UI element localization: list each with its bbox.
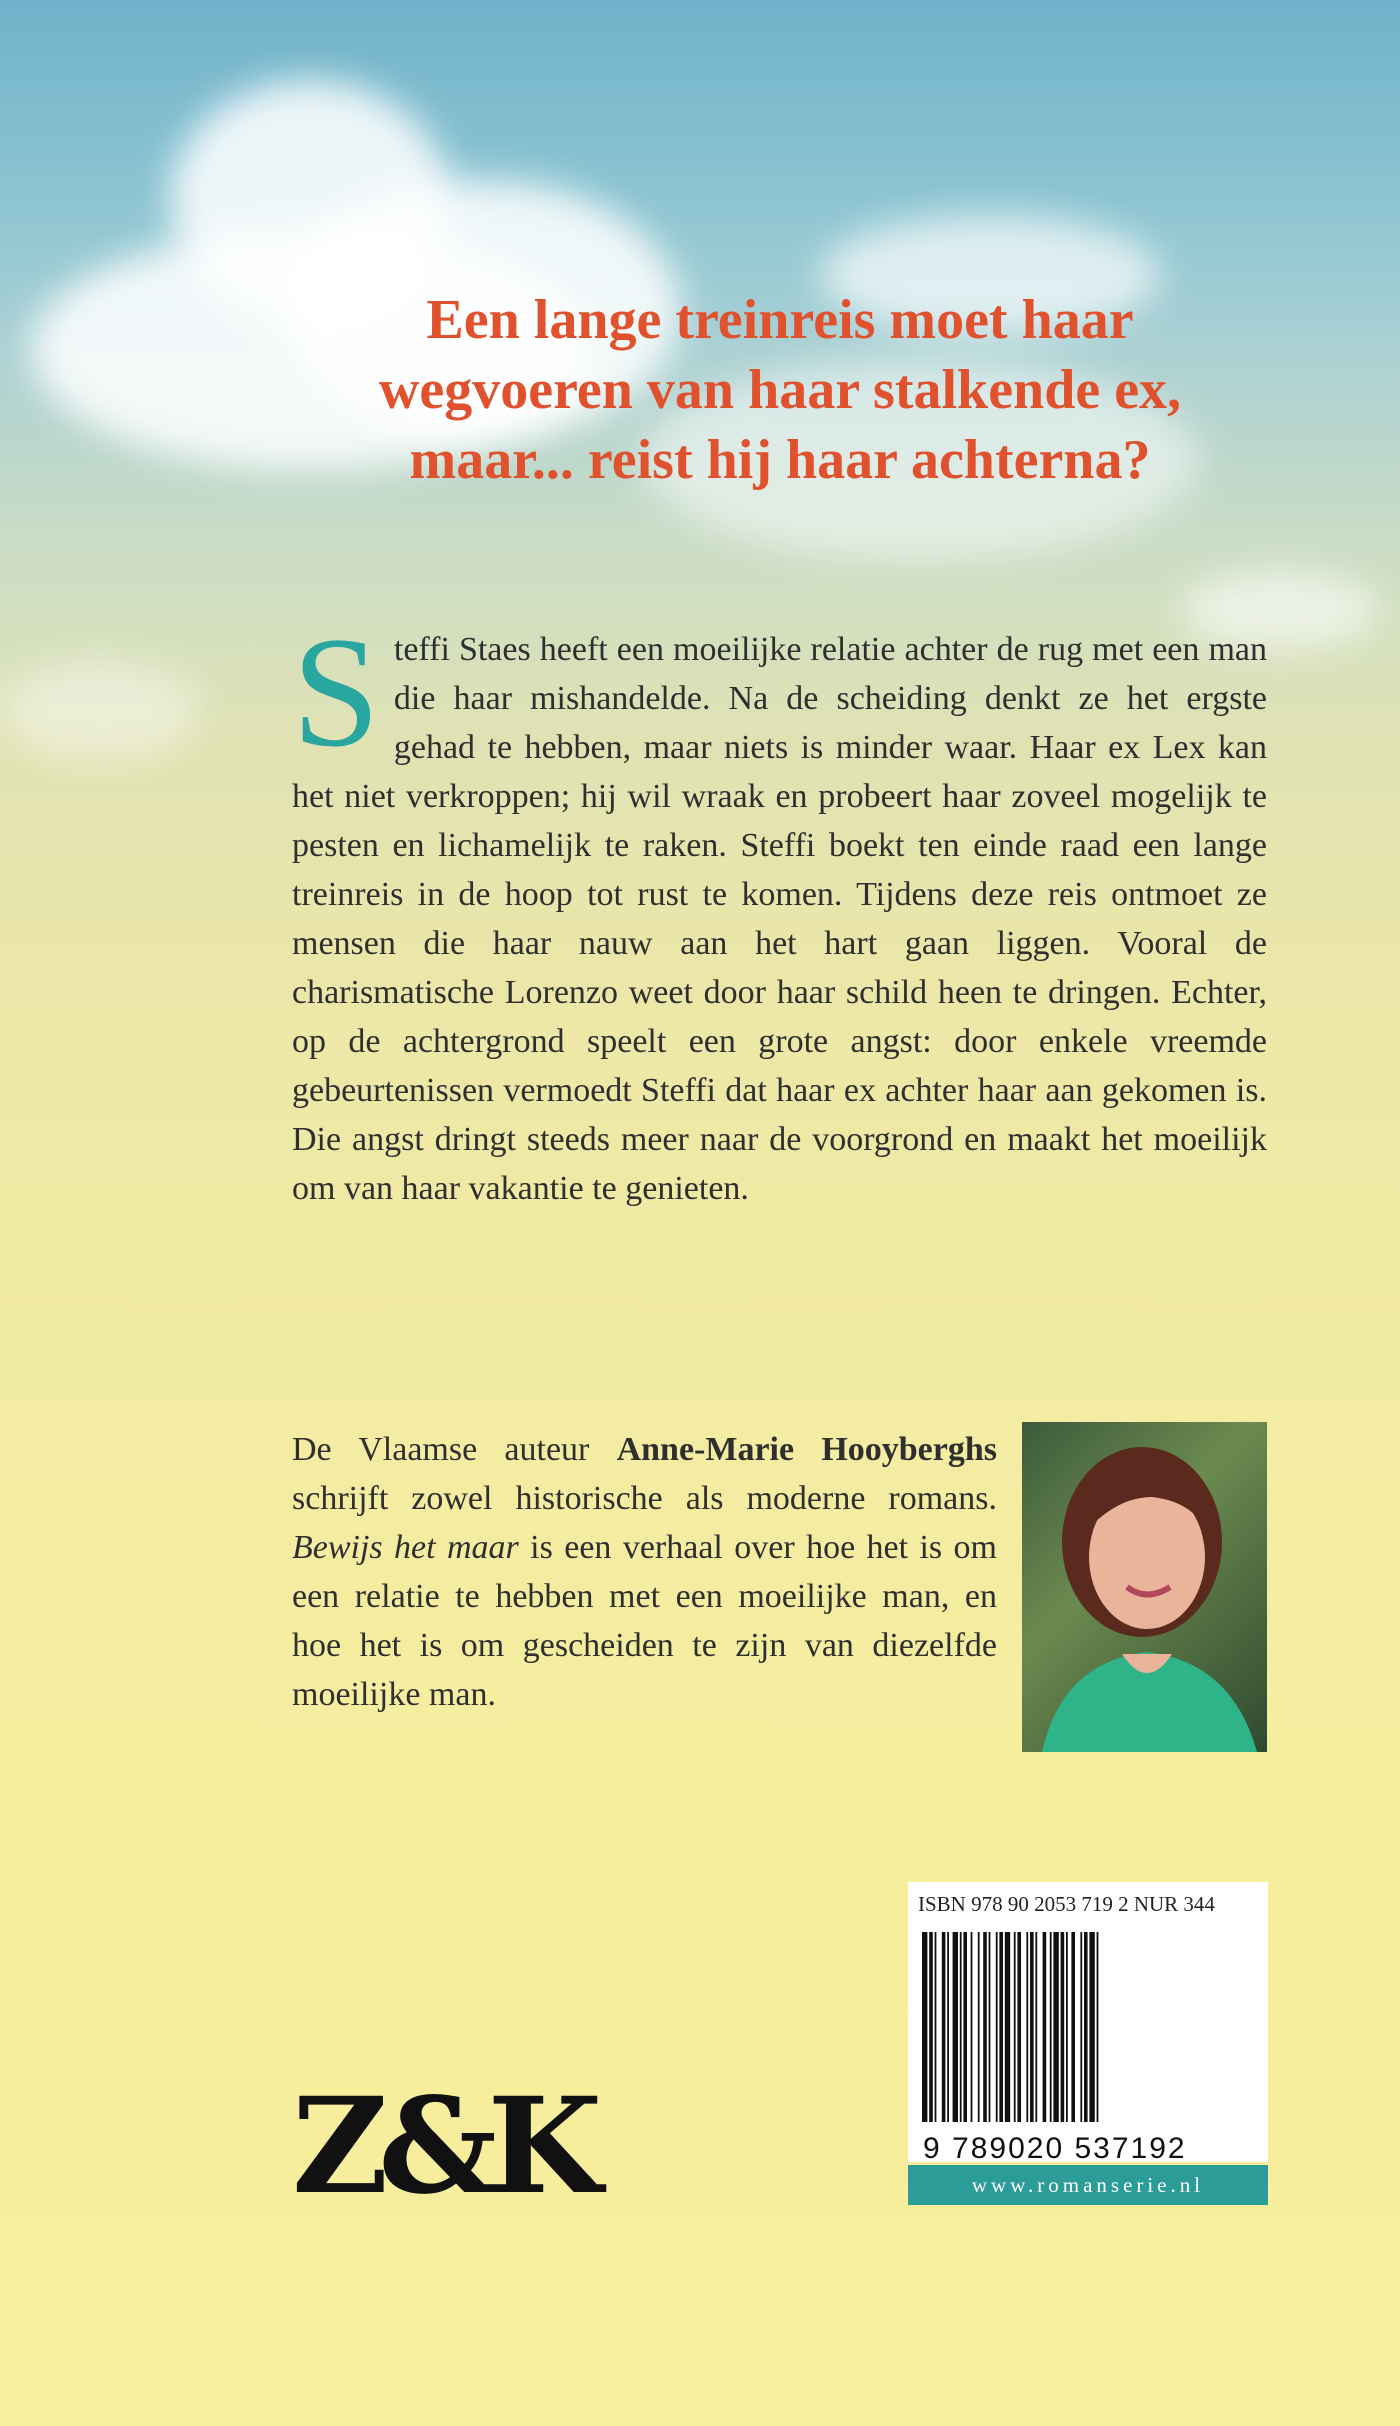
barcode-bar xyxy=(935,1932,937,2122)
barcode-bar xyxy=(947,1932,949,2122)
barcode-bar xyxy=(971,1932,973,2122)
barcode-bar xyxy=(953,1932,958,2122)
barcode-bar xyxy=(1080,1932,1082,2122)
author-bio xyxy=(292,1425,997,1719)
barcode-bar xyxy=(960,1932,962,2122)
barcode-bar xyxy=(978,1932,980,2122)
barcode-bar xyxy=(996,1932,998,2122)
tagline xyxy=(300,285,1260,495)
publisher-logo-text: Z&K xyxy=(292,2069,593,2224)
website-url: www.romanserie.nl xyxy=(908,2165,1268,2205)
barcode-bar xyxy=(1061,1932,1065,2122)
barcode-bar xyxy=(1050,1932,1052,2122)
tagline-line-1: Een lange treinreis moet haar xyxy=(426,289,1134,351)
author-photo xyxy=(1022,1422,1267,1752)
author-middle: schrijft zowel historische als moderne romans. xyxy=(292,1480,997,1517)
tagline-line-3: maar... reist hij haar achterna? xyxy=(409,429,1151,491)
barcode-bar xyxy=(929,1932,933,2122)
tagline-line-2: wegvoeren van haar stalkende ex, xyxy=(378,359,1182,421)
barcode-bar xyxy=(1097,1932,1099,2122)
barcode-bar xyxy=(1014,1932,1016,2122)
blurb-text xyxy=(292,605,1267,1213)
author-intro: De Vlaamse auteur xyxy=(292,1431,617,1468)
book-title: Bewijs het maar xyxy=(292,1529,519,1566)
dropcap: S xyxy=(292,605,380,780)
barcode-bar xyxy=(1066,1932,1068,2122)
barcode-bar xyxy=(1089,1932,1094,2122)
barcode-bar xyxy=(989,1932,991,2122)
barcode-bar xyxy=(1030,1932,1034,2122)
barcode-bar xyxy=(1071,1932,1075,2122)
barcode-bar xyxy=(1035,1932,1037,2122)
author-name: Anne-Marie Hooyberghs xyxy=(616,1431,997,1468)
barcode-bar xyxy=(1005,1932,1010,2122)
author-end: is een verhaal over hoe het is om een relatie te hebben met een moeilijke man, en hoe het is om gescheiden te zijn van diezelfde moeilijke man. xyxy=(292,1529,997,1713)
barcode-bar xyxy=(983,1932,987,2122)
barcode-bar xyxy=(1026,1932,1028,2122)
barcode-bar xyxy=(1043,1932,1047,2122)
barcode-bar xyxy=(1053,1932,1058,2122)
publisher-logo xyxy=(292,2069,593,2224)
author-portrait-icon xyxy=(1022,1422,1267,1752)
barcode-bar xyxy=(963,1932,967,2122)
barcode-bar xyxy=(942,1932,946,2122)
isbn-line: ISBN 978 90 2053 719 2 NUR 344 xyxy=(918,1892,1215,1916)
barcode-bar xyxy=(922,1932,927,2122)
barcode xyxy=(908,1882,1268,2165)
barcode-bar xyxy=(1084,1932,1088,2122)
barcode-bar xyxy=(1017,1932,1021,2122)
barcode-bar xyxy=(999,1932,1003,2122)
barcode-bars xyxy=(918,1932,1258,2122)
cloud xyxy=(0,660,200,760)
barcode-digits: 9 789020 537192 xyxy=(923,2132,1187,2165)
blurb-body: teffi Staes heeft een moeilijke relatie achter de rug met een man die haar mishandelde. Na de scheiding denkt ze het ergste gehad te hebben, maar niets is minder waar. Haar ex Lex kan het niet verkroppen; hij wil wraak en probeert haar zoveel mogelijk te pesten en lichamelijk te raken. Steffi boekt ten einde raad een lange treinreis in de hoop tot rust te komen. Tijdens deze reis ontmoet ze mensen die haar nauw aan het hart gaan liggen. Vooral de charismatische Lorenzo weet door haar schild heen te dringen. Echter, op de achtergrond speelt een grote angst: door enkele vreemde gebeurtenissen vermoedt Steffi dat haar ex achter haar aan gekomen is. Die angst dringt steeds meer naar de voorgrond en maakt het moeilijk om van haar vakantie te genieten. xyxy=(292,631,1267,1207)
